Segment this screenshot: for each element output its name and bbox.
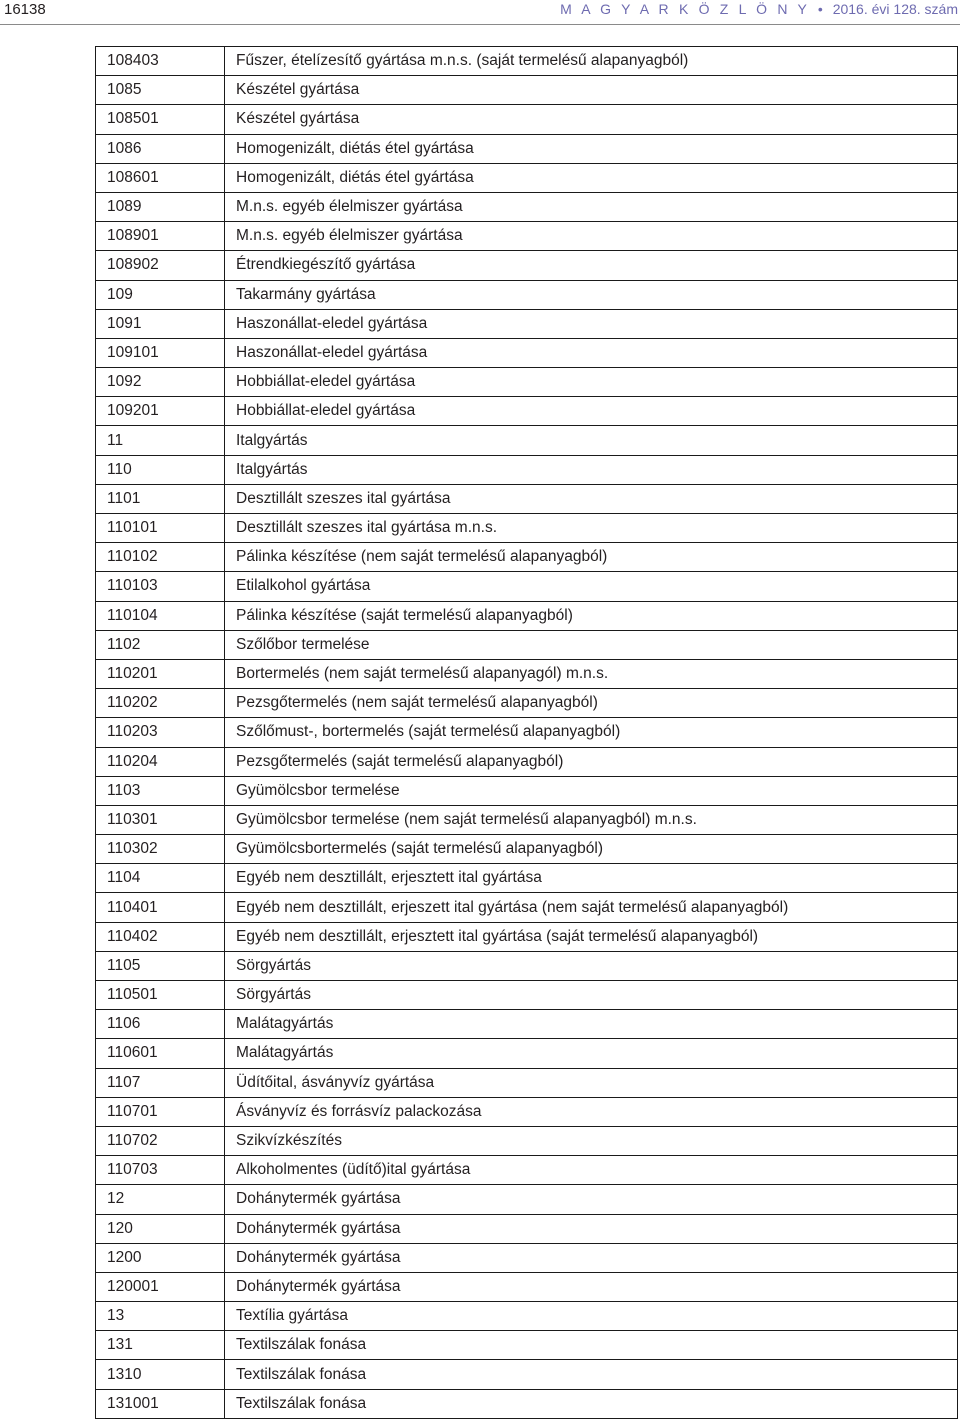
activity-code: 109101 bbox=[96, 338, 225, 367]
activity-description: Sörgyártás bbox=[225, 981, 958, 1010]
table-row bbox=[96, 397, 958, 426]
activity-description: Malátagyártás bbox=[225, 1010, 958, 1039]
table-row bbox=[96, 47, 958, 76]
activity-description: Egyéb nem desztillált, erjesztett ital gyártása bbox=[225, 864, 958, 893]
activity-description: Dohánytermék gyártása bbox=[225, 1272, 958, 1301]
activity-description: Haszonállat-eledel gyártása bbox=[225, 338, 958, 367]
activity-code: 110402 bbox=[96, 922, 225, 951]
activity-code: 1103 bbox=[96, 776, 225, 805]
table-row bbox=[96, 835, 958, 864]
activity-description: Étrendkiegészítő gyártása bbox=[225, 251, 958, 280]
activity-code: 1091 bbox=[96, 309, 225, 338]
activity-description: Textília gyártása bbox=[225, 1302, 958, 1331]
activity-description: Pezsgőtermelés (nem saját termelésű alapanyagból) bbox=[225, 689, 958, 718]
activity-description: Ásványvíz és forrásvíz palackozása bbox=[225, 1097, 958, 1126]
table-row bbox=[96, 76, 958, 105]
activity-code: 120 bbox=[96, 1214, 225, 1243]
table-row bbox=[96, 659, 958, 688]
activity-code: 12 bbox=[96, 1185, 225, 1214]
table-row bbox=[96, 1126, 958, 1155]
activity-description: Homogenizált, diétás étel gyártása bbox=[225, 163, 958, 192]
table-row bbox=[96, 1010, 958, 1039]
journal-title bbox=[560, 1, 958, 17]
activity-description: M.n.s. egyéb élelmiszer gyártása bbox=[225, 222, 958, 251]
activity-code: 1107 bbox=[96, 1068, 225, 1097]
activity-description: Dohánytermék gyártása bbox=[225, 1185, 958, 1214]
activity-code: 110301 bbox=[96, 805, 225, 834]
activity-code: 131001 bbox=[96, 1389, 225, 1418]
table-row bbox=[96, 1272, 958, 1301]
activity-code: 110101 bbox=[96, 514, 225, 543]
activity-code: 131 bbox=[96, 1331, 225, 1360]
table-row bbox=[96, 776, 958, 805]
bullet-separator: • bbox=[817, 1, 823, 17]
activity-description: Hobbiállat-eledel gyártása bbox=[225, 397, 958, 426]
table-row bbox=[96, 922, 958, 951]
table-row bbox=[96, 981, 958, 1010]
activity-description: Szőlőmust-, bortermelés (saját termelésű alapanyagból) bbox=[225, 718, 958, 747]
table-row bbox=[96, 134, 958, 163]
table-row bbox=[96, 251, 958, 280]
activity-description: Desztillált szeszes ital gyártása m.n.s. bbox=[225, 514, 958, 543]
activity-description: Egyéb nem desztillált, erjesztett ital gyártása (saját termelésű alapanyagból) bbox=[225, 922, 958, 951]
table-row bbox=[96, 543, 958, 572]
table-row bbox=[96, 864, 958, 893]
activity-code: 109 bbox=[96, 280, 225, 309]
table-row bbox=[96, 163, 958, 192]
activity-description: Haszonállat-eledel gyártása bbox=[225, 309, 958, 338]
activity-code: 110102 bbox=[96, 543, 225, 572]
activity-description: Takarmány gyártása bbox=[225, 280, 958, 309]
activity-description: Egyéb nem desztillált, erjeszett ital gyártása (nem saját termelésű alapanyagból) bbox=[225, 893, 958, 922]
activity-description: Italgyártás bbox=[225, 455, 958, 484]
activity-code: 1086 bbox=[96, 134, 225, 163]
activity-description: Dohánytermék gyártása bbox=[225, 1243, 958, 1272]
activity-description: Fűszer, ételízesítő gyártása m.n.s. (saját termelésű alapanyagból) bbox=[225, 47, 958, 76]
activity-description: Üdítőital, ásványvíz gyártása bbox=[225, 1068, 958, 1097]
activity-code: 1089 bbox=[96, 192, 225, 221]
activity-code: 13 bbox=[96, 1302, 225, 1331]
activity-code: 1101 bbox=[96, 484, 225, 513]
table-row bbox=[96, 484, 958, 513]
activity-code: 1200 bbox=[96, 1243, 225, 1272]
activity-code: 110104 bbox=[96, 601, 225, 630]
table-body bbox=[96, 47, 958, 1419]
table-row bbox=[96, 951, 958, 980]
table-row bbox=[96, 1039, 958, 1068]
table-row bbox=[96, 1360, 958, 1389]
activity-code: 110202 bbox=[96, 689, 225, 718]
activity-code: 110302 bbox=[96, 835, 225, 864]
activity-code: 110 bbox=[96, 455, 225, 484]
activity-description: Dohánytermék gyártása bbox=[225, 1214, 958, 1243]
activity-code-table bbox=[95, 46, 958, 1419]
activity-code: 110103 bbox=[96, 572, 225, 601]
table-row bbox=[96, 338, 958, 367]
table-row bbox=[96, 309, 958, 338]
activity-code: 110203 bbox=[96, 718, 225, 747]
activity-description: Készétel gyártása bbox=[225, 76, 958, 105]
activity-code: 110703 bbox=[96, 1156, 225, 1185]
activity-code: 110701 bbox=[96, 1097, 225, 1126]
journal-name: M A G Y A R K Ö Z L Ö N Y bbox=[560, 1, 811, 17]
table-row bbox=[96, 1331, 958, 1360]
table-row bbox=[96, 1185, 958, 1214]
activity-description: Alkoholmentes (üdítő)ital gyártása bbox=[225, 1156, 958, 1185]
activity-description: Gyümölcsbor termelése (nem saját termelésű alapanyagból) m.n.s. bbox=[225, 805, 958, 834]
table-row bbox=[96, 514, 958, 543]
activity-code: 1310 bbox=[96, 1360, 225, 1389]
table-row bbox=[96, 747, 958, 776]
table-row bbox=[96, 105, 958, 134]
activity-description: Pezsgőtermelés (saját termelésű alapanyagból) bbox=[225, 747, 958, 776]
activity-description: Malátagyártás bbox=[225, 1039, 958, 1068]
activity-code: 108501 bbox=[96, 105, 225, 134]
table-row bbox=[96, 805, 958, 834]
activity-description: Bortermelés (nem saját termelésű alapanyagól) m.n.s. bbox=[225, 659, 958, 688]
activity-code: 108403 bbox=[96, 47, 225, 76]
table-row bbox=[96, 1097, 958, 1126]
table-row bbox=[96, 1214, 958, 1243]
table-row bbox=[96, 222, 958, 251]
activity-description: Homogenizált, diétás étel gyártása bbox=[225, 134, 958, 163]
table-row bbox=[96, 893, 958, 922]
table-row bbox=[96, 280, 958, 309]
activity-description: Készétel gyártása bbox=[225, 105, 958, 134]
activity-code: 110501 bbox=[96, 981, 225, 1010]
table-row bbox=[96, 572, 958, 601]
activity-description: Szőlőbor termelése bbox=[225, 630, 958, 659]
activity-description: Pálinka készítése (nem saját termelésű alapanyagból) bbox=[225, 543, 958, 572]
activity-description: Italgyártás bbox=[225, 426, 958, 455]
activity-description: Gyümölcsbortermelés (saját termelésű alapanyagból) bbox=[225, 835, 958, 864]
table-row bbox=[96, 601, 958, 630]
activity-code: 120001 bbox=[96, 1272, 225, 1301]
activity-description: Textilszálak fonása bbox=[225, 1389, 958, 1418]
header-divider bbox=[0, 24, 960, 25]
activity-code: 1092 bbox=[96, 368, 225, 397]
activity-code: 1102 bbox=[96, 630, 225, 659]
activity-code: 1105 bbox=[96, 951, 225, 980]
table-row bbox=[96, 1243, 958, 1272]
activity-code: 109201 bbox=[96, 397, 225, 426]
activity-code: 1106 bbox=[96, 1010, 225, 1039]
activity-code: 1104 bbox=[96, 864, 225, 893]
activity-code: 108901 bbox=[96, 222, 225, 251]
activity-description: Sörgyártás bbox=[225, 951, 958, 980]
table-row bbox=[96, 368, 958, 397]
activity-code: 110204 bbox=[96, 747, 225, 776]
table-row bbox=[96, 718, 958, 747]
activity-description: Textilszálak fonása bbox=[225, 1360, 958, 1389]
issue-label: 2016. évi 128. szám bbox=[832, 1, 958, 17]
table-row bbox=[96, 192, 958, 221]
activity-description: Etilalkohol gyártása bbox=[225, 572, 958, 601]
activity-code: 110601 bbox=[96, 1039, 225, 1068]
activity-code: 110702 bbox=[96, 1126, 225, 1155]
activity-description: Szikvízkészítés bbox=[225, 1126, 958, 1155]
table-row bbox=[96, 1156, 958, 1185]
table-row bbox=[96, 426, 958, 455]
activity-code: 110201 bbox=[96, 659, 225, 688]
page-header bbox=[0, 0, 960, 24]
table-row bbox=[96, 1068, 958, 1097]
activity-code: 11 bbox=[96, 426, 225, 455]
activity-code: 110401 bbox=[96, 893, 225, 922]
activity-description: Pálinka készítése (saját termelésű alapanyagból) bbox=[225, 601, 958, 630]
activity-description: Hobbiállat-eledel gyártása bbox=[225, 368, 958, 397]
table-row bbox=[96, 689, 958, 718]
table-row bbox=[96, 630, 958, 659]
activity-description: M.n.s. egyéb élelmiszer gyártása bbox=[225, 192, 958, 221]
activity-code: 108601 bbox=[96, 163, 225, 192]
page-number: 16138 bbox=[4, 1, 46, 18]
activity-code: 1085 bbox=[96, 76, 225, 105]
activity-description: Desztillált szeszes ital gyártása bbox=[225, 484, 958, 513]
activity-description: Textilszálak fonása bbox=[225, 1331, 958, 1360]
table-row bbox=[96, 455, 958, 484]
table-row bbox=[96, 1389, 958, 1418]
activity-code: 108902 bbox=[96, 251, 225, 280]
table-row bbox=[96, 1302, 958, 1331]
activity-description: Gyümölcsbor termelése bbox=[225, 776, 958, 805]
